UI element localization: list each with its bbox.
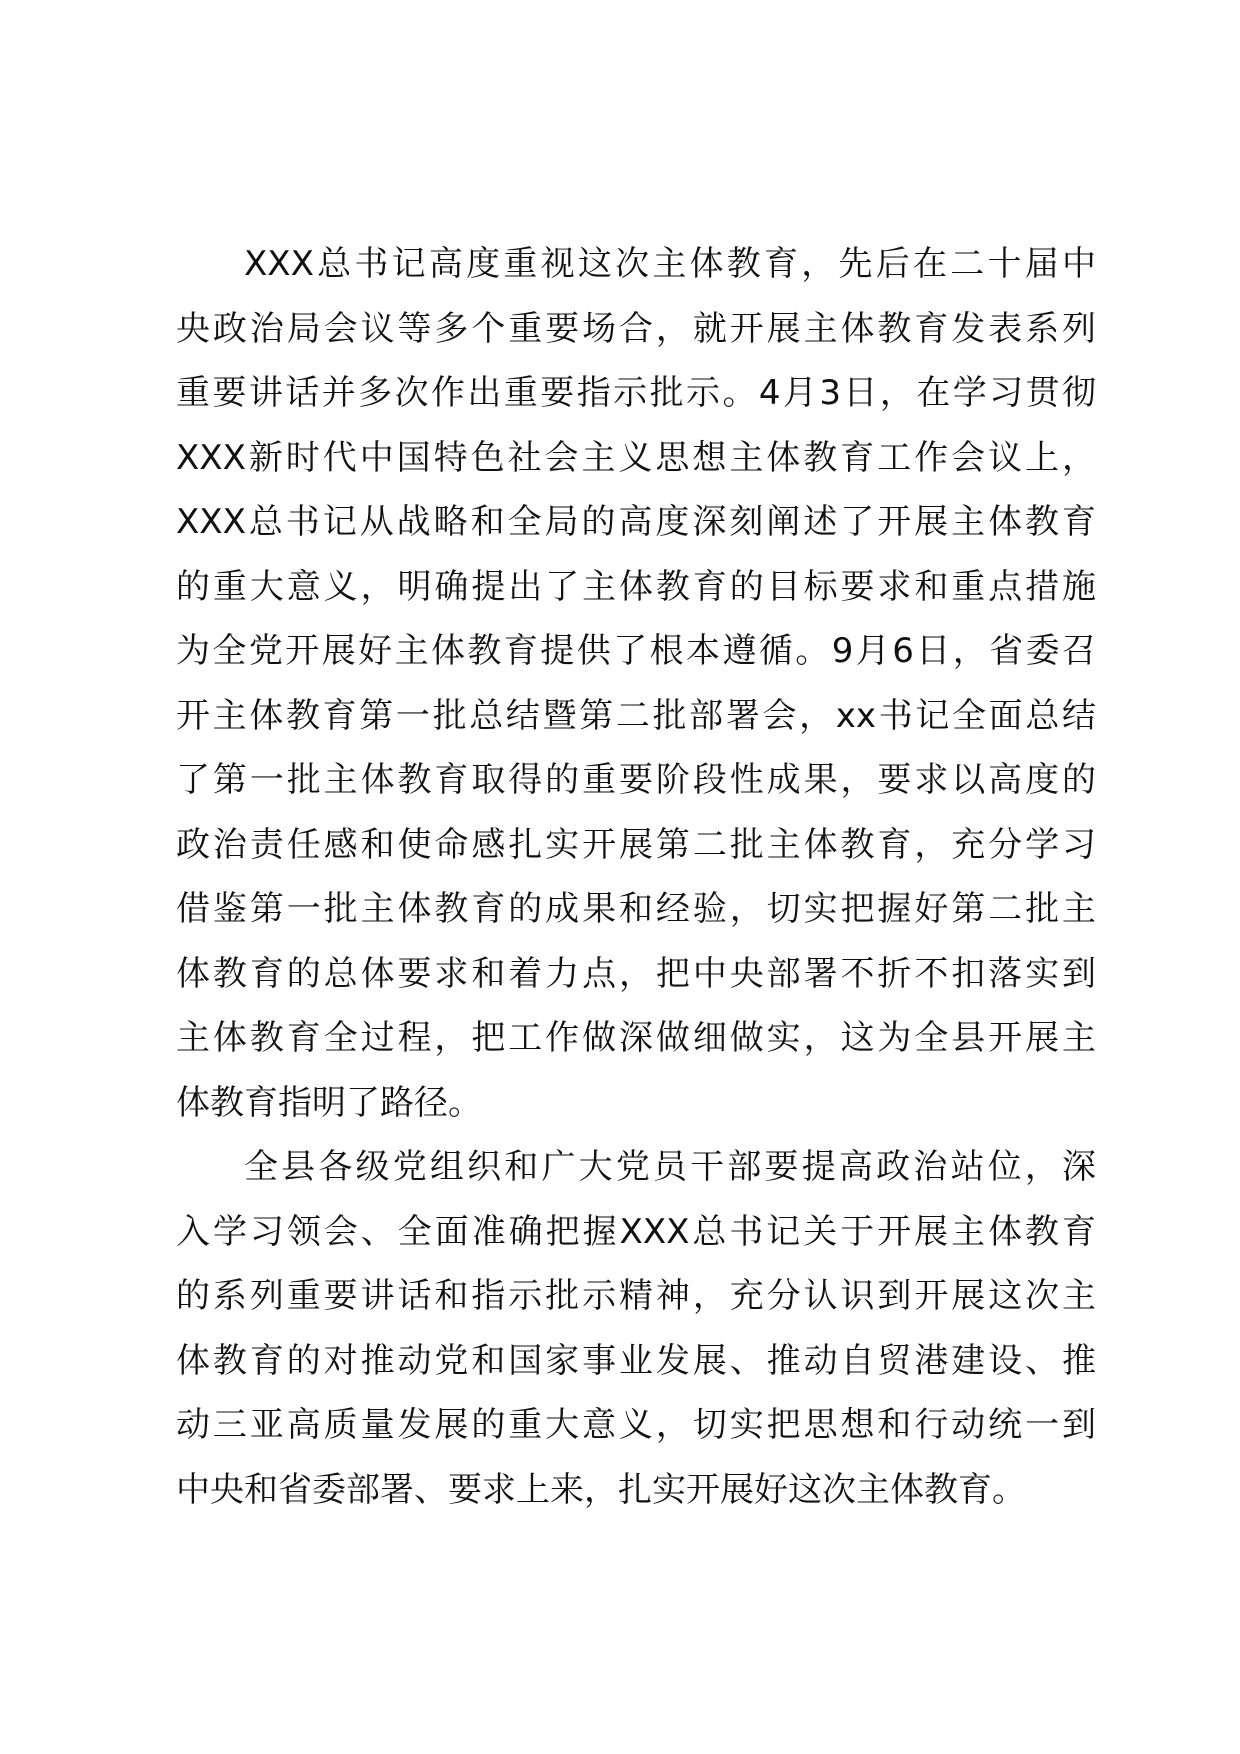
paragraph-line: 了第一批主体教育取得的重要阶段性成果，要求以高度的 <box>176 760 1096 800</box>
paragraph-line: 全县各级党组织和广大党员干部要提高政治站位，深 <box>244 1147 1096 1187</box>
paragraph-line: XXX总书记高度重视这次主体教育，先后在二十届中 <box>244 244 1096 284</box>
paragraph-line: 中央和省委部署、要求上来，扎实开展好这次主体教育。 <box>176 1469 1026 1510</box>
paragraph-line: 的重大意义，明确提出了主体教育的目标要求和重点措施 <box>176 566 1096 607</box>
paragraph-line: 体教育的对推动党和国家事业发展、推动自贸港建设、推 <box>176 1340 1096 1381</box>
paragraph-1 <box>176 232 1096 1135</box>
paragraph-line: 重要讲话并多次作出重要指示批示。4月3日，在学习贯彻 <box>176 373 1096 413</box>
paragraph-line: 体教育指明了路径。 <box>176 1082 482 1123</box>
document-body <box>176 232 1096 1522</box>
paragraph-line: 主体教育全过程，把工作做深做细做实，这为全县开展主 <box>176 1018 1096 1058</box>
paragraph-2 <box>176 1135 1096 1522</box>
paragraph-line: 为全党开展好主体教育提供了根本遵循。9月6日，省委召 <box>176 631 1096 671</box>
paragraph-line: 借鉴第一批主体教育的成果和经验，切实把握好第二批主 <box>176 889 1096 929</box>
paragraph-line: 入学习领会、全面准确把握XXX总书记关于开展主体教育 <box>176 1211 1096 1252</box>
paragraph-line: 动三亚高质量发展的重大意义，切实把思想和行动统一到 <box>176 1405 1096 1445</box>
paragraph-line: 央政治局会议等多个重要场合，就开展主体教育发表系列 <box>176 308 1096 349</box>
paragraph-line: 的系列重要讲话和指示批示精神，充分认识到开展这次主 <box>176 1276 1096 1316</box>
paragraph-line: XXX新时代中国特色社会主义思想主体教育工作会议上， <box>176 437 1096 478</box>
paragraph-line: XXX总书记从战略和全局的高度深刻阐述了开展主体教育 <box>176 502 1096 542</box>
paragraph-line: 开主体教育第一批总结暨第二批部署会，xx书记全面总结 <box>176 695 1096 736</box>
paragraph-line: 政治责任感和使命感扎实开展第二批主体教育，充分学习 <box>176 824 1096 865</box>
paragraph-line: 体教育的总体要求和着力点，把中央部署不折不扣落实到 <box>176 953 1096 994</box>
